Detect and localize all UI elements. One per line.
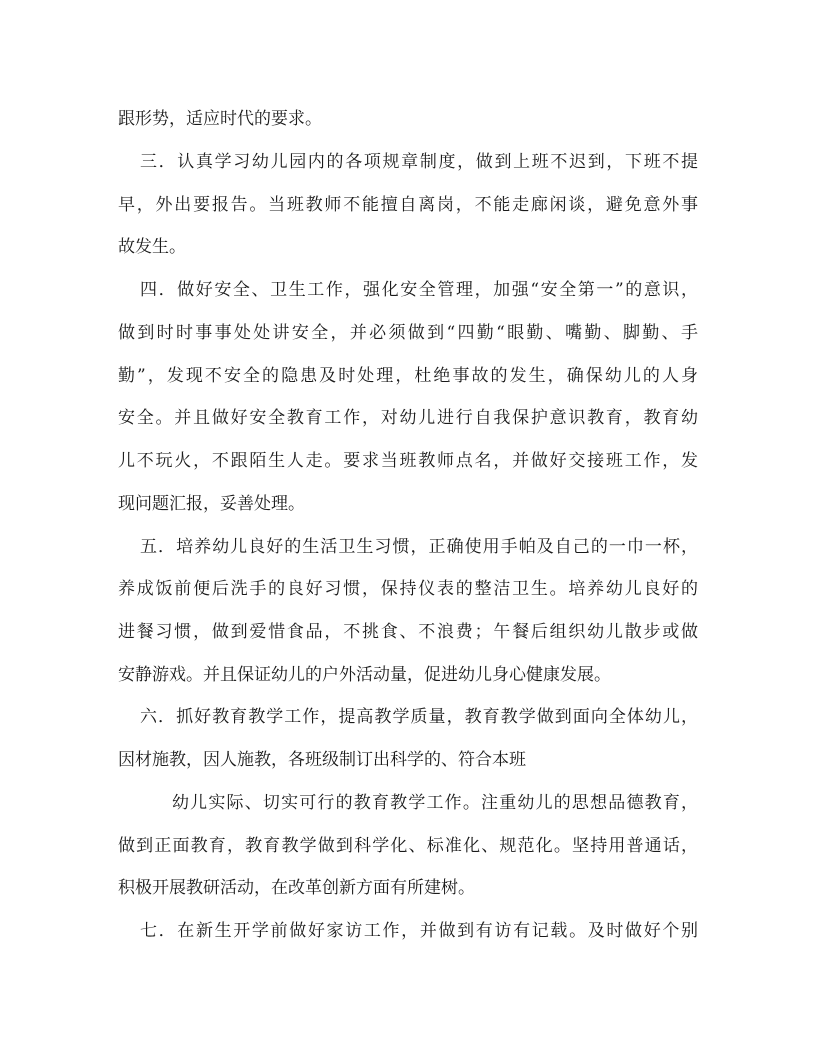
text-line: 七．在新生开学前做好家访工作，并做到有访有记载。及时做好个别 bbox=[140, 921, 698, 941]
text-line: 故发生。 bbox=[118, 237, 186, 257]
text-line: 安全。并且做好安全教育工作，对幼儿进行自我保护意识教育，教育幼 bbox=[118, 408, 698, 428]
text-line: 因材施教，因人施教，各班级制订出科学的、符合本班 bbox=[118, 750, 526, 770]
text-line: 五．培养幼儿良好的生活卫生习惯，正确使用手帕及自己的一巾一杯， bbox=[140, 537, 698, 557]
text-line: 现问题汇报，妥善处理。 bbox=[118, 494, 305, 514]
text-line: 安静游戏。并且保证幼儿的户外活动量，促进幼儿身心健康发展。 bbox=[118, 665, 611, 685]
text-line: 儿不玩火，不跟陌生人走。要求当班教师点名，并做好交接班工作，发 bbox=[118, 451, 698, 471]
text-line: 早，外出要报告。当班教师不能擅自离岗，不能走廊闲谈，避免意外事 bbox=[118, 195, 698, 215]
text-line: 进餐习惯，做到爱惜食品，不挑食、不浪费；午餐后组织幼儿散步或做 bbox=[118, 622, 698, 642]
text-line: 六．抓好教育教学工作，提高教学质量，教育教学做到面向全体幼儿， bbox=[140, 707, 698, 727]
text-line: 积极开展教研活动，在改革创新方面有所建树。 bbox=[118, 878, 475, 898]
text-line: 做到时时事事处处讲安全，并必须做到“四勤“眼勤、嘴勤、脚勤、手 bbox=[118, 323, 698, 343]
text-line: 勤”，发现不安全的隐患及时处理，杜绝事故的发生，确保幼儿的人身 bbox=[118, 366, 698, 386]
text-line: 三．认真学习幼儿园内的各项规章制度，做到上班不迟到，下班不提 bbox=[140, 152, 698, 172]
text-line: 四．做好安全、卫生工作，强化安全管理，加强“安全第一”的意识， bbox=[140, 280, 698, 300]
text-line: 做到正面教育，教育教学做到科学化、标准化、规范化。坚持用普通话， bbox=[118, 836, 698, 856]
text-line: 跟形势，适应时代的要求。 bbox=[118, 109, 322, 129]
text-line: 养成饭前便后洗手的良好习惯，保持仪表的整洁卫生。培养幼儿良好的 bbox=[118, 579, 698, 599]
text-line: 幼儿实际、切实可行的教育教学工作。注重幼儿的思想品德教育， bbox=[172, 793, 698, 813]
